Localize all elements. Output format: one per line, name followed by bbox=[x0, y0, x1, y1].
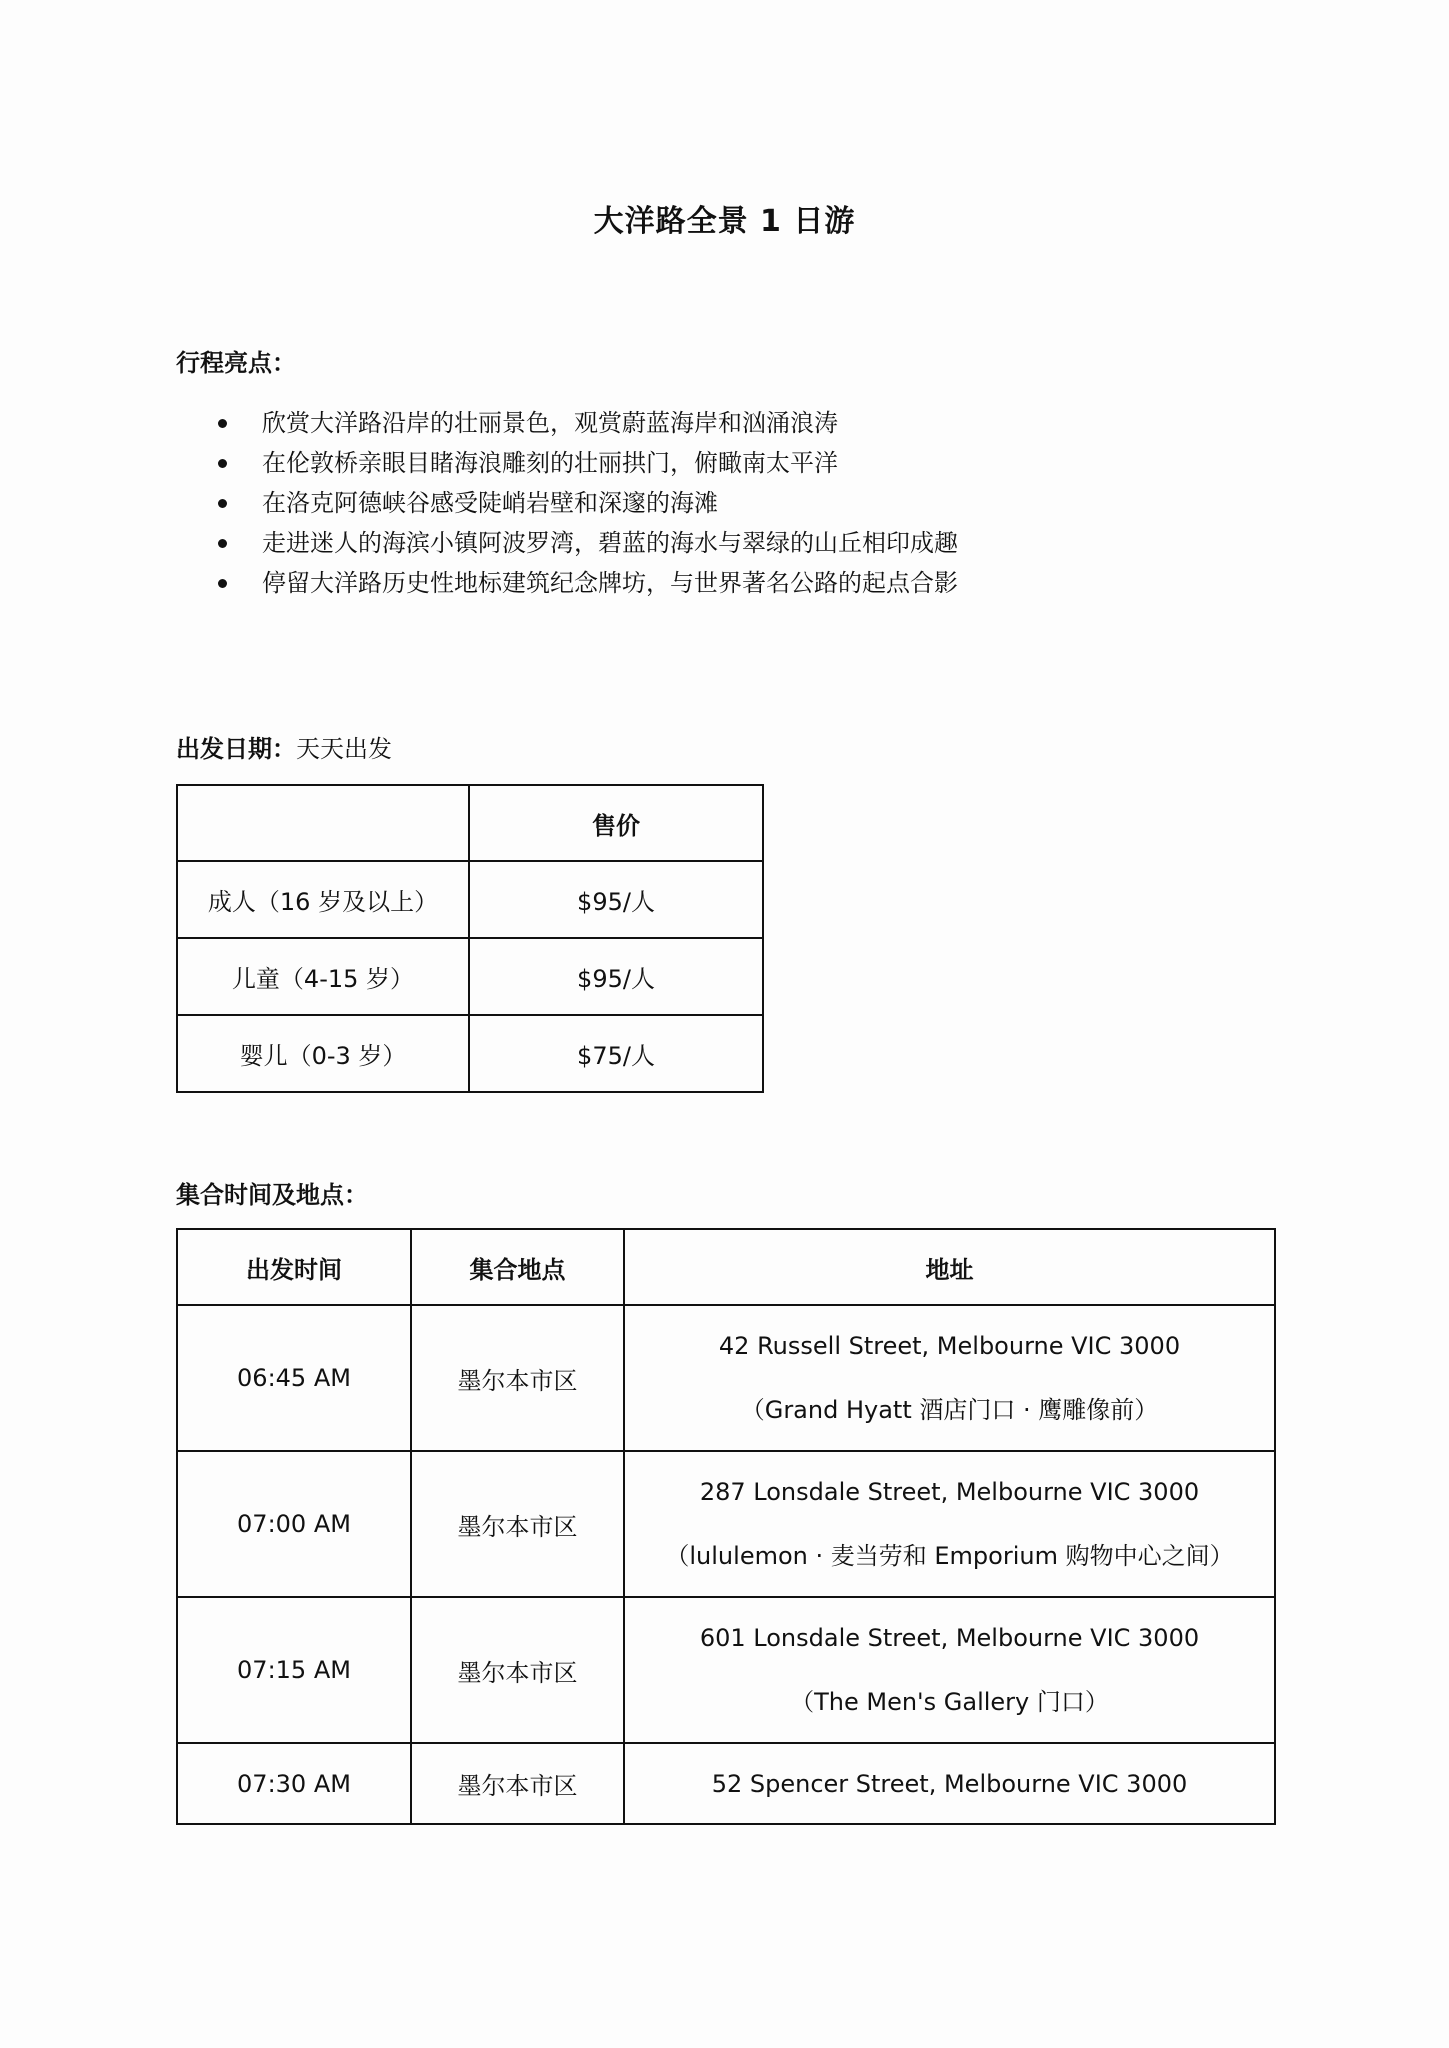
price-category: 成人（16 岁及以上） bbox=[177, 861, 469, 938]
meeting-header-address: 地址 bbox=[624, 1229, 1275, 1305]
meeting-address-cell bbox=[624, 1451, 1275, 1597]
meeting-address-cell bbox=[624, 1597, 1275, 1743]
price-value: $75/人 bbox=[469, 1015, 763, 1092]
table-row bbox=[177, 938, 763, 1015]
table-row bbox=[177, 1451, 1275, 1597]
meeting-place: 墨尔本市区 bbox=[411, 1451, 624, 1597]
departure-label: 出发日期： bbox=[176, 735, 296, 763]
table-row bbox=[177, 861, 763, 938]
meeting-place: 墨尔本市区 bbox=[411, 1743, 624, 1824]
price-value: $95/人 bbox=[469, 938, 763, 1015]
meeting-address-cell bbox=[624, 1743, 1275, 1824]
meeting-time: 07:30 AM bbox=[177, 1743, 411, 1824]
meeting-table-header-row bbox=[177, 1229, 1275, 1305]
price-table-header-row bbox=[177, 785, 763, 861]
highlight-item: 欣赏大洋路沿岸的壮丽景色，观赏蔚蓝海岸和汹涌浪涛 bbox=[176, 403, 958, 443]
meeting-time: 06:45 AM bbox=[177, 1305, 411, 1451]
highlights-list bbox=[176, 403, 958, 603]
meeting-place: 墨尔本市区 bbox=[411, 1305, 624, 1451]
page-title: 大洋路全景 1 日游 bbox=[593, 204, 856, 239]
highlights-heading: 行程亮点： bbox=[176, 349, 296, 377]
meeting-address-note: （lululemon · 麦当劳和 Emporium 购物中心之间） bbox=[665, 1542, 1234, 1570]
meeting-address-note: （The Men's Gallery 门口） bbox=[790, 1688, 1109, 1716]
meeting-address-cell bbox=[624, 1305, 1275, 1451]
meeting-address-note: （Grand Hyatt 酒店门口 · 鹰雕像前） bbox=[740, 1396, 1159, 1424]
meeting-heading: 集合时间及地点： bbox=[176, 1181, 368, 1209]
highlight-item: 在伦敦桥亲眼目睹海浪雕刻的壮丽拱门，俯瞰南太平洋 bbox=[176, 443, 958, 483]
price-category: 儿童（4-15 岁） bbox=[177, 938, 469, 1015]
meeting-time: 07:00 AM bbox=[177, 1451, 411, 1597]
price-category: 婴儿（0-3 岁） bbox=[177, 1015, 469, 1092]
meeting-address: 287 Lonsdale Street, Melbourne VIC 3000 bbox=[699, 1478, 1200, 1506]
price-header-price: 售价 bbox=[469, 785, 763, 861]
price-table bbox=[176, 784, 764, 1093]
meeting-table bbox=[176, 1228, 1276, 1825]
meeting-address: 42 Russell Street, Melbourne VIC 3000 bbox=[718, 1332, 1181, 1360]
highlight-item: 走进迷人的海滨小镇阿波罗湾，碧蓝的海水与翠绿的山丘相印成趣 bbox=[176, 523, 958, 563]
price-value: $95/人 bbox=[469, 861, 763, 938]
table-row bbox=[177, 1743, 1275, 1824]
meeting-place: 墨尔本市区 bbox=[411, 1597, 624, 1743]
meeting-time: 07:15 AM bbox=[177, 1597, 411, 1743]
highlight-item: 停留大洋路历史性地标建筑纪念牌坊，与世界著名公路的起点合影 bbox=[176, 563, 958, 603]
table-row bbox=[177, 1305, 1275, 1451]
price-header-blank bbox=[177, 785, 469, 861]
meeting-header-place: 集合地点 bbox=[411, 1229, 624, 1305]
meeting-header-time: 出发时间 bbox=[177, 1229, 411, 1305]
meeting-address: 52 Spencer Street, Melbourne VIC 3000 bbox=[711, 1769, 1188, 1798]
departure-date bbox=[176, 729, 392, 764]
meeting-address: 601 Lonsdale Street, Melbourne VIC 3000 bbox=[699, 1624, 1200, 1652]
table-row bbox=[177, 1015, 763, 1092]
table-row bbox=[177, 1597, 1275, 1743]
highlight-item: 在洛克阿德峡谷感受陡峭岩壁和深邃的海滩 bbox=[176, 483, 958, 523]
departure-value: 天天出发 bbox=[296, 735, 392, 763]
